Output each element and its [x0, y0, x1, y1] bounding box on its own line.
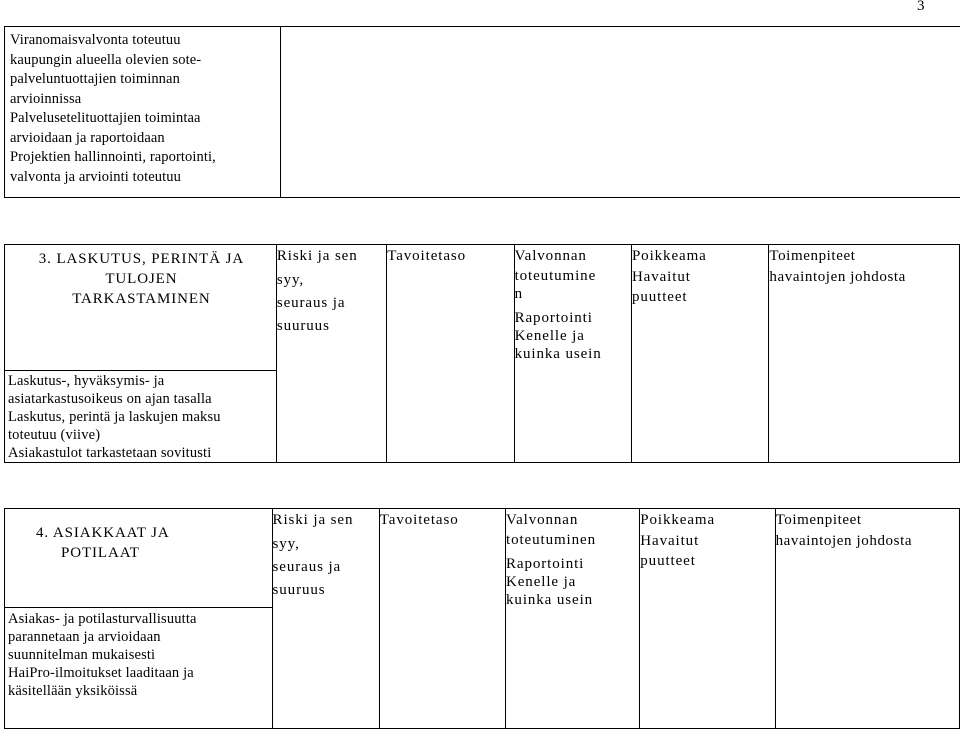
- header-line: syy,: [272, 536, 300, 552]
- table-asiakkaat: [4, 508, 960, 729]
- text-line: Asiakas- ja potilasturvallisuutta: [8, 611, 197, 627]
- empty-cell: [281, 27, 960, 198]
- header-line: Havaitut: [631, 269, 691, 285]
- header-line: Valvonnan: [506, 512, 579, 528]
- header-line: Tavoitetaso: [387, 248, 467, 264]
- text-line: suunnitelman mukaisesti: [8, 647, 156, 663]
- table-row: [5, 245, 960, 463]
- text-line: valvonta ja arviointi toteutuu: [10, 168, 181, 185]
- header-poikkeama: [640, 509, 775, 729]
- page-number: 3: [917, 0, 925, 14]
- header-line: Havaitut: [640, 533, 700, 549]
- table-laskutus: [4, 244, 960, 463]
- section-body: [5, 607, 272, 700]
- header-riski: [276, 245, 386, 463]
- text-line: Laskutus, perintä ja laskujen maksu: [8, 409, 221, 425]
- header-line: Raportointi: [514, 310, 593, 326]
- header-line: seuraus ja: [276, 295, 346, 311]
- header-line: Riski ja sen: [272, 512, 354, 528]
- header-line: Kenelle ja: [514, 328, 585, 344]
- header-line: Toimenpiteet: [769, 248, 856, 264]
- header-line: Riski ja sen: [276, 248, 358, 264]
- header-line: puutteet: [640, 553, 696, 569]
- header-line: toteutumine: [514, 268, 597, 284]
- header-line: suuruus: [276, 318, 330, 334]
- section-title: [5, 245, 276, 370]
- header-line: n: [514, 286, 523, 302]
- header-line: kuinka usein: [514, 346, 602, 362]
- section-cell: [5, 509, 273, 729]
- table-row: [5, 27, 960, 198]
- header-line: suuruus: [272, 582, 326, 598]
- section-title: [5, 509, 272, 607]
- text-line: Asiakastulot tarkastetaan sovitusti: [8, 445, 212, 461]
- section-cell: [5, 245, 277, 463]
- table-viranomaisvalvonta: [4, 26, 960, 198]
- header-toimenpiteet: [775, 509, 959, 729]
- header-valvonnan: [514, 245, 631, 463]
- text-line: arvioinnissa: [10, 90, 82, 107]
- text-line: asiatarkastusoikeus on ajan tasalla: [8, 391, 212, 407]
- text-line: Laskutus-, hyväksymis- ja: [8, 373, 165, 389]
- title-line: POTILAAT: [61, 545, 140, 561]
- header-line: puutteet: [631, 289, 688, 305]
- section-body: [5, 370, 276, 462]
- text-line: parannetaan ja arvioidaan: [8, 629, 161, 645]
- title-line: TULOJEN: [105, 271, 178, 287]
- title-line: TARKASTAMINEN: [72, 291, 211, 307]
- header-toimenpiteet: [769, 245, 960, 463]
- header-line: toteutuminen: [506, 532, 596, 548]
- objectives-cell: [5, 27, 281, 198]
- header-line: Toimenpiteet: [775, 512, 862, 528]
- header-line: seuraus ja: [272, 559, 342, 575]
- header-line: Poikkeama: [631, 248, 707, 264]
- header-line: Poikkeama: [640, 512, 716, 528]
- header-line: havaintojen johdosta: [769, 269, 906, 285]
- objectives-text: [10, 31, 276, 187]
- header-line: syy,: [276, 272, 305, 288]
- text-line: arvioidaan ja raportoidaan: [10, 129, 165, 146]
- text-line: käsitellään yksiköissä: [8, 683, 138, 699]
- title-line: 3. LASKUTUS, PERINTÄ JA: [38, 251, 245, 267]
- header-line: havaintojen johdosta: [775, 533, 913, 549]
- text-line: toteutuu (viive): [8, 427, 101, 443]
- header-line: Tavoitetaso: [379, 512, 459, 528]
- header-line: Kenelle ja: [506, 574, 577, 590]
- header-poikkeama: [631, 245, 768, 463]
- header-valvonnan: [506, 509, 640, 729]
- header-line: kuinka usein: [506, 592, 594, 608]
- header-tavoitetaso: [379, 509, 505, 729]
- table-row: [5, 509, 960, 729]
- title-line: 4. ASIAKKAAT JA: [36, 525, 170, 541]
- header-riski: [272, 509, 379, 729]
- text-line: Viranomaisvalvonta toteutuu: [10, 32, 181, 48]
- header-line: Valvonnan: [514, 248, 587, 264]
- header-line: Raportointi: [506, 556, 585, 572]
- text-line: kaupungin alueella olevien sote-: [10, 51, 202, 68]
- text-line: Projektien hallinnointi, raportointi,: [10, 149, 216, 165]
- text-line: HaiPro-ilmoitukset laaditaan ja: [8, 665, 194, 681]
- text-line: palveluntuottajien toiminnan: [10, 71, 180, 87]
- text-line: Palvelusetelituottajien toimintaa: [10, 110, 201, 126]
- header-tavoitetaso: [387, 245, 514, 463]
